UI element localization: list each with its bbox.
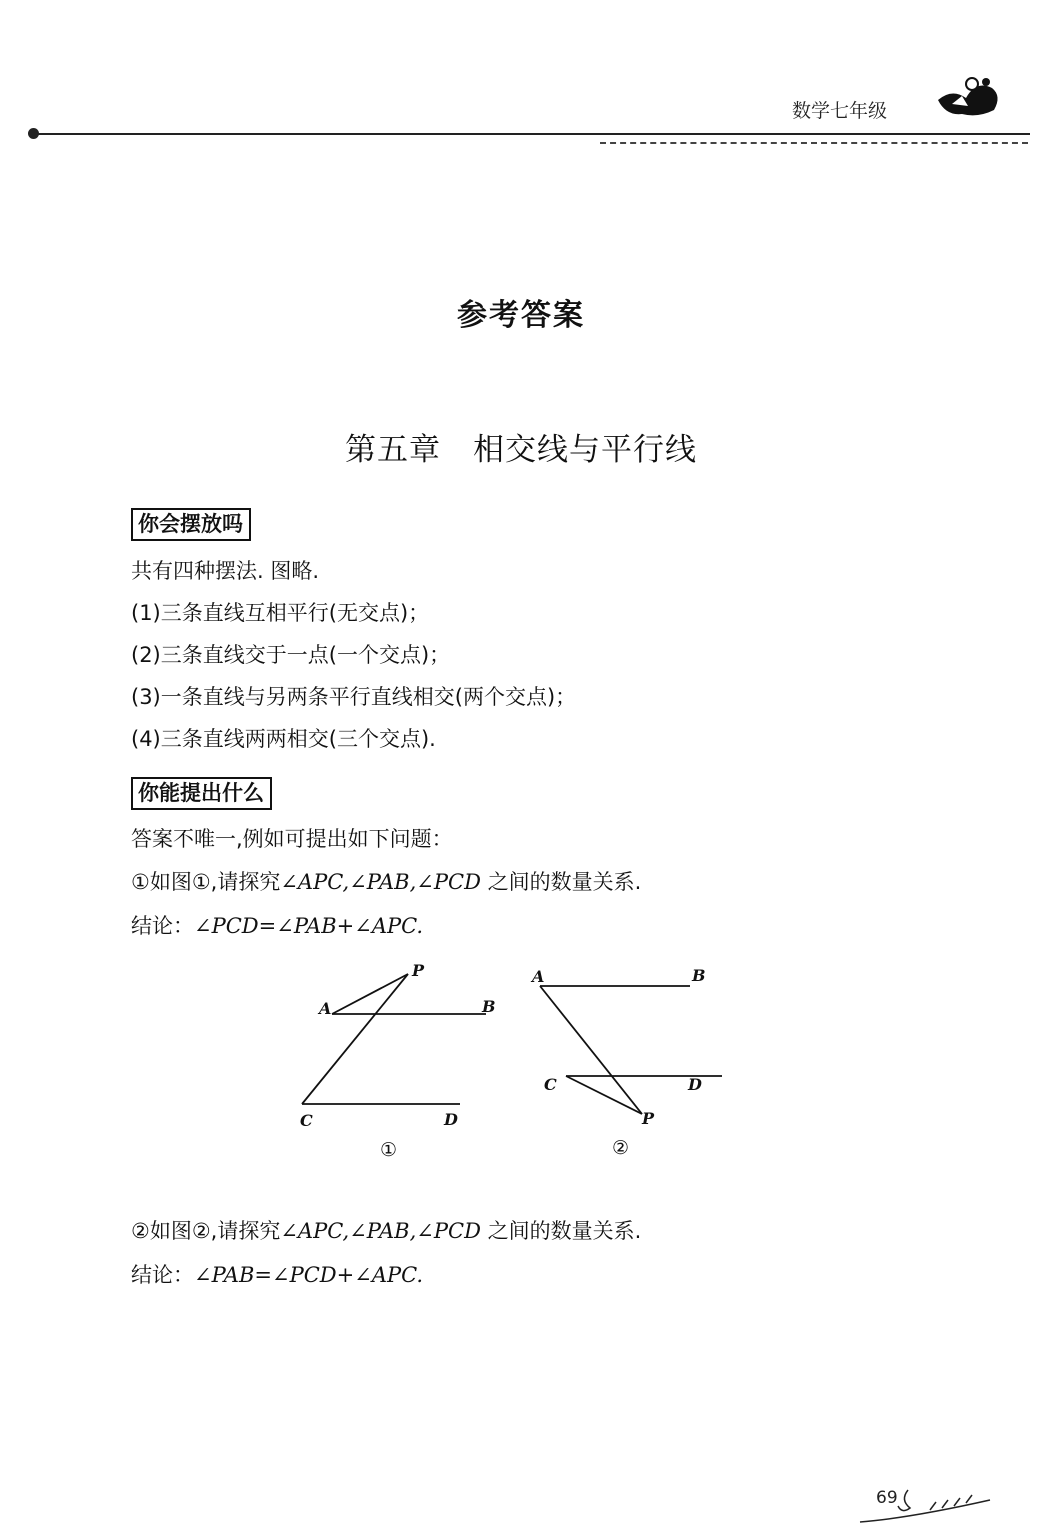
fig1-label-p: P: [412, 962, 425, 980]
geometry-figures: [290, 962, 750, 1162]
question-1: [131, 867, 641, 897]
header-logo-icon: [932, 70, 1004, 122]
fig2-label-c: C: [544, 1075, 557, 1094]
fig2-segment-ap: [540, 986, 642, 1114]
question-1-angles: ∠APC,∠PAB,∠PCD: [280, 870, 481, 894]
header-rule: [36, 133, 1030, 135]
conclusion-1: [131, 911, 423, 941]
fig2-label-a: A: [532, 967, 545, 986]
question-1-prefix: ①如图①,请探究: [131, 870, 281, 894]
fig2-label-p: P: [642, 1109, 655, 1128]
conclusion-1-label: 结论：: [131, 914, 194, 938]
question-2-suffix: 之间的数量关系.: [487, 1219, 642, 1243]
section2-heading: 你能提出什么: [131, 777, 272, 810]
fig1-label-d: D: [444, 1110, 458, 1129]
section2-intro: 答案不唯一,例如可提出如下问题：: [131, 827, 453, 851]
page-number: 69: [876, 1488, 898, 1508]
question-2-angles: ∠APC,∠PAB,∠PCD: [280, 1219, 481, 1243]
section1-heading: 你会摆放吗: [131, 508, 251, 541]
figure-1: [302, 974, 486, 1104]
section1-item-1: (1)三条直线互相平行(无交点)；: [131, 601, 430, 625]
figure-2: [540, 986, 722, 1114]
section1-intro: 共有四种摆法. 图略.: [131, 559, 320, 583]
main-title: 参考答案: [457, 298, 585, 333]
conclusion-1-formula: ∠PCD=∠PAB+∠APC.: [194, 914, 424, 938]
question-1-suffix: 之间的数量关系.: [487, 870, 642, 894]
fig1-label-a: A: [319, 999, 332, 1018]
question-2: [131, 1216, 641, 1246]
fig2-segment-pc: [566, 1076, 642, 1114]
section1-item-2: (2)三条直线交于一点(一个交点)；: [131, 643, 451, 667]
fig1-label-c: C: [300, 1111, 313, 1130]
section1-item-4: (4)三条直线两两相交(三个交点).: [131, 727, 436, 751]
section1-item-3: (3)一条直线与另两条平行直线相交(两个交点)；: [131, 685, 577, 709]
fig1-caption: ①: [380, 1139, 398, 1161]
book-label: 数学七年级: [792, 100, 888, 122]
fig2-label-b: B: [692, 966, 706, 985]
fig2-label-d: D: [688, 1075, 702, 1094]
header-dashed-rule: [600, 142, 1028, 144]
chapter-title: 第五章 相交线与平行线: [345, 432, 697, 468]
fig2-caption: ②: [612, 1137, 630, 1159]
conclusion-2-formula: ∠PAB=∠PCD+∠APC.: [194, 1263, 424, 1287]
fig1-segment-pc: [302, 974, 408, 1104]
fig1-segment-ap: [332, 974, 408, 1014]
fig1-label-b: B: [482, 997, 496, 1016]
question-2-prefix: ②如图②,请探究: [131, 1219, 281, 1243]
footer-vine-ornament-icon: [850, 1470, 1000, 1530]
conclusion-2-label: 结论：: [131, 1263, 194, 1287]
conclusion-2: [131, 1260, 423, 1290]
